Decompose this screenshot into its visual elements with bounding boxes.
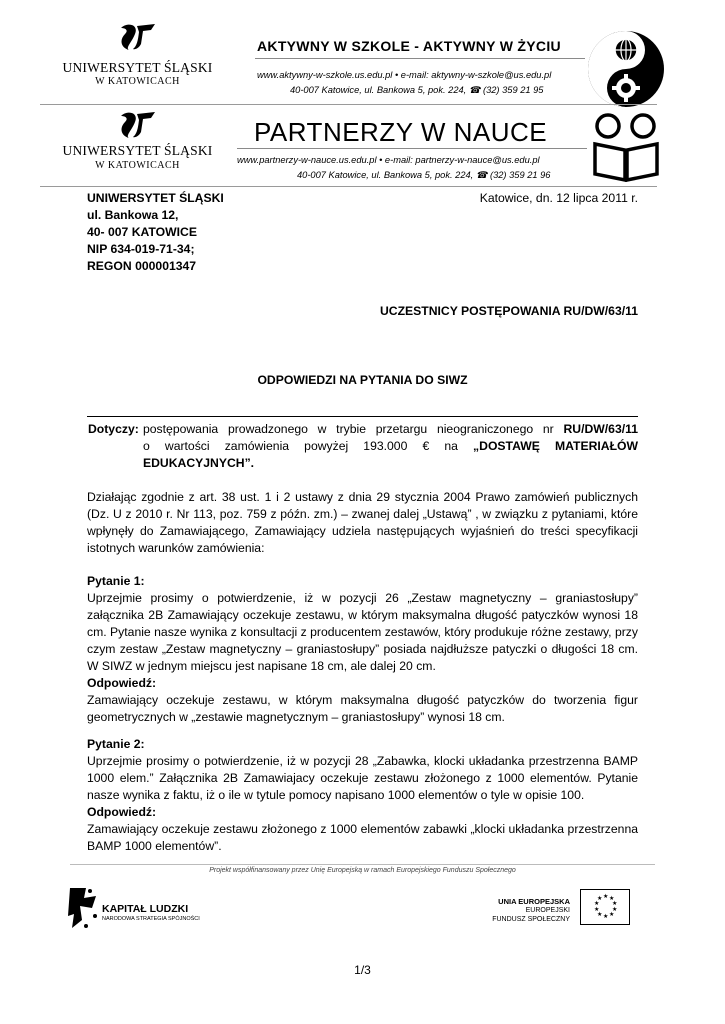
svg-text:★: ★ [603, 893, 609, 900]
eu-cofinancing-note: Projekt współfinansowany przez Unię Europejską w ramach Europejskiego Funduszu Społecznego [209, 867, 516, 874]
kapital-ludzki-subtitle: NARODOWA STRATEGIA SPÓJNOŚCI [102, 916, 200, 922]
eu-stars-icon [581, 890, 629, 924]
contact-line-2a: www.partnerzy-w-nauce.us.edu.pl • e-mail: partnerzy-w-nauce@us.edu.pl [237, 155, 540, 165]
answer-text: Zamawiający oczekuje zestawu złożonego z 1000 elementów zabawki „klocki układanka przestrzenna BAMP 1000 elementów”. [87, 822, 638, 853]
dotyczy-text-part: o wartości zamówienia powyżej 193.000 € na [143, 439, 458, 453]
svg-text:★: ★ [612, 900, 618, 907]
project-title-1: AKTYWNY W SZKOLE - AKTYWNY W ŻYCIU [257, 38, 561, 54]
tender-subject: „DOSTAWĘ MATERIAŁÓW [473, 439, 638, 453]
eu-flag [580, 889, 630, 925]
svg-text:★: ★ [597, 895, 603, 902]
page-number: 1/3 [354, 963, 371, 977]
question-text: Uprzejmie prosimy o potwierdzenie, iż w pozycji 28 „Zabawka, klocki układanka przestrzenna BAMP 1000 elem.” Załącznika 2B Zamawiajacy oczekuje zestawu złożonego z 1000 elementów. Pytanie nasze wynika z faktu, iż o ile w tytule pomocy napisano 1000 elementów o tyle w opisie 100. [87, 754, 638, 802]
tender-subject-cont: EDUKACYJNYCH”. [143, 456, 255, 470]
eu-subtitle-1: EUROPEJSKI [525, 907, 570, 914]
aktywny-logo [587, 28, 665, 110]
kapital-ludzki-title: KAPITAŁ LUDZKI [102, 903, 189, 915]
university-name-1: UNIWERSYTET ŚLĄSKI [62, 60, 213, 75]
sender-line: 40- 007 KATOWICE [87, 225, 197, 239]
question-label: Pytanie 1: [87, 574, 145, 588]
contact-line-2b: 40-007 Katowice, ul. Bankowa 5, pok. 224, ☎ (32) 359 21 96 [297, 170, 551, 180]
tender-reference: RU/DW/63/11 [563, 422, 639, 436]
dotyczy-label: Dotyczy: [88, 422, 139, 436]
section-divider [40, 104, 657, 105]
university-city-2: W KATOWICACH [95, 160, 180, 171]
question-label: Pytanie 2: [87, 737, 145, 751]
answer-text: Zamawiający oczekuje zestawu, w którym maksymalna długość patyczków do tworzenia figur geometrycznych w „zestawie magnetycznym – graniastosłupy” wynosi 18 cm. [87, 693, 638, 724]
university-logo-2 [117, 110, 159, 140]
answer-label: Odpowiedź: [87, 805, 157, 819]
header-bottom-divider [40, 186, 657, 187]
globe-gear-icon [587, 28, 665, 110]
answer-label: Odpowiedź: [87, 676, 157, 690]
header-divider-2 [237, 148, 587, 149]
eu-subtitle-2: FUNDUSZ SPOŁECZNY [492, 916, 570, 923]
university-emblem-icon [117, 110, 159, 140]
dotyczy-line [143, 438, 638, 455]
sender-block [87, 190, 337, 275]
partnerzy-logo [592, 112, 660, 182]
question-block-1 [87, 573, 638, 726]
eu-title: UNIA EUROPEJSKA [498, 897, 570, 906]
svg-text:★: ★ [597, 911, 603, 918]
footer-divider [70, 864, 655, 865]
dotyczy-text [143, 421, 638, 472]
university-logo-1 [117, 22, 159, 52]
dotyczy-text-part: postępowania prowadzonego w trybie przetargu nieograniczonego nr [143, 422, 554, 436]
dotyczy-line [143, 421, 638, 438]
contact-line-1b: 40-007 Katowice, ul. Bankowa 5, pok. 224, ☎ (32) 359 21 95 [290, 85, 544, 95]
sender-line: ul. Bankowa 12, [87, 208, 179, 222]
sender-line: UNIWERSYTET ŚLĄSKI [87, 191, 224, 205]
kapital-ludzki-logo [66, 886, 100, 930]
question-text: Uprzejmie prosimy o potwierdzenie, iż w pozycji 26 „Zestaw magnetyczny – graniastosłupy” załącznika 2B Zamawiający oczekuje zestawu, w którym maksymalna długość patyczków wynosi 18 cm. Pytanie nasze wynika z konsultacji z producentem zestawów, który produkuje różne zestawy, przy czym zestaw „Zestaw magnetyczny – graniastosłupy” posiada najdłuższe patyczki o długości 18 cm. W SIWZ w jednym miejscu jest napisane 18 cm, ale dalej 20 cm. [87, 591, 638, 673]
intro-paragraph: Działając zgodnie z art. 38 ust. 1 i 2 ustawy z dnia 29 stycznia 2004 Prawo zamówień publicznych (Dz. U z 2010 r. Nr 113, poz. 759 z późn. zm.) – zwanej dalej „Ustawą” , w związku z pytaniami, które wpłynęły do Zamawiającego, Zamawiający udziela następujących wyjaśnień do treści specyfikacji istotnych warunków zamówienia: [87, 490, 638, 555]
project-title-2: PARTNERZY W NAUCE [254, 117, 548, 147]
svg-text:★: ★ [612, 906, 618, 913]
document-title: ODPOWIEDZI NA PYTANIA DO SIWZ [257, 373, 468, 387]
dotyczy-divider [87, 416, 638, 417]
svg-text:★: ★ [603, 913, 609, 920]
header-divider-1 [255, 58, 585, 59]
university-city-1: W KATOWICACH [95, 76, 180, 87]
sender-line: REGON 000001347 [87, 259, 197, 273]
document-date: Katowice, dn. 12 lipca 2011 r. [479, 191, 638, 205]
kapital-ludzki-icon [66, 886, 100, 930]
university-name-2: UNIWERSYTET ŚLĄSKI [62, 143, 213, 158]
sender-line: NIP 634-019-71-34; [87, 242, 195, 256]
question-block-2 [87, 736, 638, 855]
recipients-heading: UCZESTNICY POSTĘPOWANIA RU/DW/63/11 [379, 304, 638, 318]
contact-line-1a: www.aktywny-w-szkole.us.edu.pl • e-mail: aktywny-w-szkole@us.edu.pl [257, 70, 552, 80]
svg-text:★: ★ [609, 911, 615, 918]
svg-text:★: ★ [594, 906, 600, 913]
university-emblem-icon [117, 22, 159, 52]
svg-text:★: ★ [609, 895, 615, 902]
svg-text:★: ★ [594, 900, 600, 907]
people-book-icon [592, 112, 660, 182]
